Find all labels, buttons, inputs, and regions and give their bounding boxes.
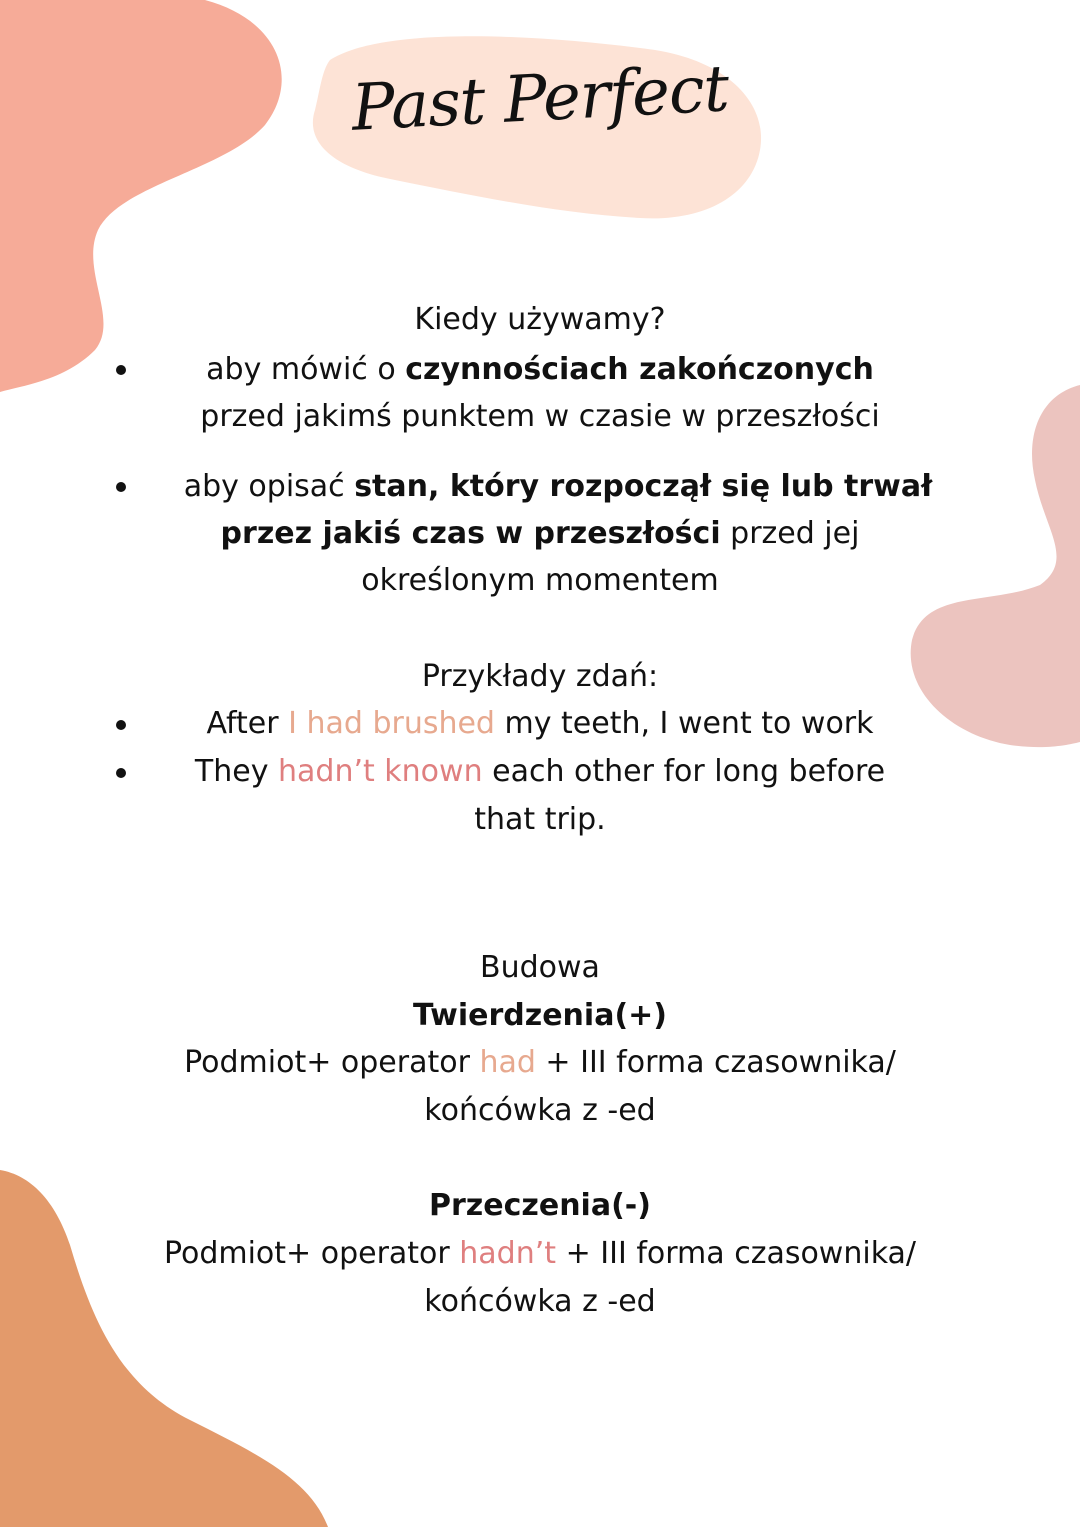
page-title: Past Perfect: [349, 52, 731, 146]
examples-heading: Przykłady zdań:: [421, 659, 659, 694]
affirmative-label: Twierdzenia(+): [412, 998, 668, 1033]
usage-item-2-line-1: aby opisać stan, który rozpoczął się lub trwał: [183, 469, 933, 504]
usage-heading: Kiedy używamy?: [414, 302, 666, 337]
usage-item-2-line-3: określonym momentem: [361, 563, 719, 598]
negative-label: Przeczenia(-): [429, 1188, 651, 1223]
negative-formula-line-2: końcówka z -ed: [424, 1284, 656, 1319]
structure-heading: Budowa: [480, 950, 600, 985]
usage-item-1-line-2: przed jakimś punktem w czasie w przeszłości: [200, 399, 880, 434]
usage-item-2-line-2: przez jakiś czas w przeszłości przed jej: [220, 516, 860, 551]
example-2-line-2: that trip.: [474, 802, 606, 837]
example-1: After I had brushed my teeth, I went to work: [206, 706, 874, 741]
example-2-line-1: They hadn’t known each other for long before: [194, 754, 886, 789]
negative-formula: Podmiot+ operator hadn’t + III forma czasownika/: [163, 1236, 917, 1271]
affirmative-formula: Podmiot+ operator had + III forma czasownika/: [184, 1045, 896, 1080]
affirmative-formula-line-2: końcówka z -ed: [424, 1093, 656, 1128]
usage-item-1-line-1: aby mówić o czynnościach zakończonych: [206, 352, 874, 387]
